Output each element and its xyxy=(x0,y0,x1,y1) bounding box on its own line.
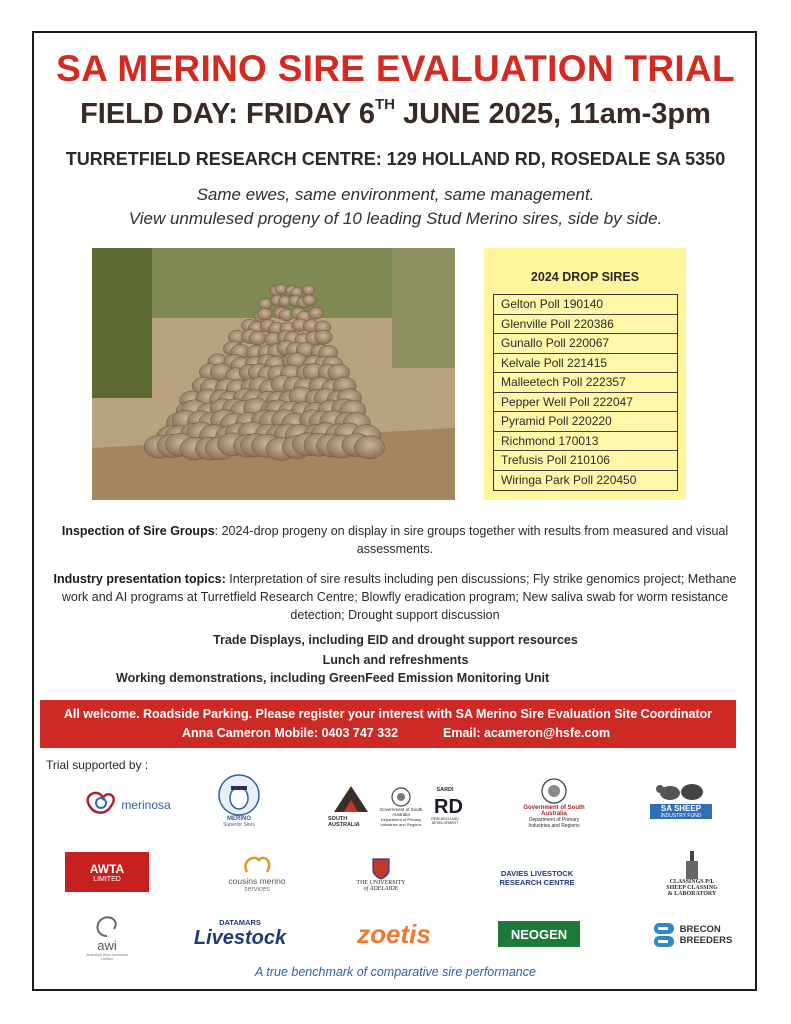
sire-row: Gunallo Poll 220067 xyxy=(494,334,677,354)
davies-livestock-logo: DAVIES LIVESTOCK RESEARCH CENTRE xyxy=(499,869,575,887)
sires-table xyxy=(493,294,678,491)
page-title: SA MERINO SIRE EVALUATION TRIAL xyxy=(56,48,735,89)
awta-logo: AWTA LIMITED xyxy=(65,852,149,892)
neogen-logo: NEOGEN xyxy=(498,921,580,947)
merinosa-logo: merinosa xyxy=(76,782,176,827)
footer-tagline: A true benchmark of comparative sire performance xyxy=(255,965,536,979)
contact-mobile: Anna Cameron Mobile: 0403 747 332 xyxy=(182,726,399,740)
demos-line: Working demonstrations, including GreenFeed Emission Monitoring Unit xyxy=(116,671,550,685)
sa-sheep-industry-fund-logo: SA SHEEP INDUSTRY FUND xyxy=(650,774,712,824)
sires-panel xyxy=(484,248,686,500)
registration-banner xyxy=(40,700,736,748)
sire-row: Trefusis Poll 210106 xyxy=(494,451,677,471)
sardi-logo: SARDI RD RESEARCH AND DEVELOPMENT xyxy=(431,787,463,825)
crest-icon xyxy=(539,777,569,805)
industry-topics-paragraph: Industry presentation topics: Interpretation of sire results including pen discussions; Fly strike genomics project; Methane work and AI programs at Turretfield Research Centre; Blowfly eradication program; New saliva swab for worm resistance detection; Drought support discussion xyxy=(53,572,737,622)
page-border xyxy=(32,31,757,991)
contact-email[interactable]: Email: acameron@hsfe.com xyxy=(443,726,611,740)
zoetis-logo: zoetis xyxy=(357,918,431,949)
classings-logo: CLASSINGS P/L SHEEP CLASSING & LABORATORY xyxy=(654,840,730,906)
sire-row: Pepper Well Poll 222047 xyxy=(494,393,677,413)
gov-sa-logo-2: Government of South Australia Department of Primary Industries and Regions xyxy=(518,772,590,834)
sire-row: Kelvale Poll 221415 xyxy=(494,354,677,374)
crest-icon xyxy=(390,787,412,807)
awi-swirl-icon xyxy=(92,912,122,938)
tagline-2: View unmulesed progeny of 10 leading Stud Merino sires, side by side. xyxy=(128,209,663,228)
cousins-merino-logo: cousins merino services xyxy=(212,848,302,896)
ram-head-icon xyxy=(81,788,121,822)
university-of-adelaide-logo: THE UNIVERSITY of ADELAIDE xyxy=(348,852,414,898)
supporters-label: Trial supported by : xyxy=(46,758,149,772)
merino-superior-sires-logo: MERINO Superior Sires xyxy=(206,768,272,834)
sire-row: Richmond 170013 xyxy=(494,432,677,452)
university-crest-icon xyxy=(372,858,390,880)
sire-row: Glenville Poll 220386 xyxy=(494,315,677,335)
sire-row: Gelton Poll 190140 xyxy=(494,295,677,315)
brecon-b-icon xyxy=(652,922,676,948)
piping-shrike-icon xyxy=(332,782,370,816)
sheep-flock-photo xyxy=(92,248,455,500)
tagline-1: Same ewes, same environment, same management. xyxy=(196,185,595,204)
lunch-line: Lunch and refreshments xyxy=(322,653,469,667)
field-day-heading: FIELD DAY: FRIDAY 6TH JUNE 2025, 11am-3pm xyxy=(80,96,711,130)
sires-heading: 2024 DROP SIRES xyxy=(530,270,640,284)
gov-sa-logo-1: Government of South Australia Department of Primary Industries and Regions xyxy=(376,782,426,832)
merino-superior-sires-icon xyxy=(214,774,264,816)
sire-row: Wiringa Park Poll 220450 xyxy=(501,472,637,487)
ram-horn-icon xyxy=(239,852,275,876)
sire-row: Pyramid Poll 220220 xyxy=(494,412,677,432)
banner-welcome: All welcome. Roadside Parking. Please register your interest with SA Merino Sire Evaluation Site Coordinator xyxy=(63,707,713,721)
inspection-paragraph: Inspection of Sire Groups: 2024-drop progeny on display in sire groups together with results from measured and visual assessments. xyxy=(61,524,729,556)
awi-logo: awi Australian Wool Innovation Limited xyxy=(86,908,128,964)
brecon-breeders-logo: BRECON BREEDERS xyxy=(646,918,738,952)
tower-icon xyxy=(682,849,702,879)
venue-address: TURRETFIELD RESEARCH CENTRE: 129 HOLLAND RD, ROSEDALE SA 5350 xyxy=(65,149,726,169)
svg-text:RD: RD xyxy=(434,796,463,818)
datamars-livestock-logo: DATAMARS Livestock xyxy=(193,918,287,949)
trade-displays: Trade Displays, including EID and drought support resources xyxy=(213,633,578,647)
sheep-silhouette-icon xyxy=(652,780,710,804)
south-australia-logo: SOUTH AUSTRALIA xyxy=(328,780,374,830)
sire-row: Malleetech Poll 222357 xyxy=(494,373,677,393)
